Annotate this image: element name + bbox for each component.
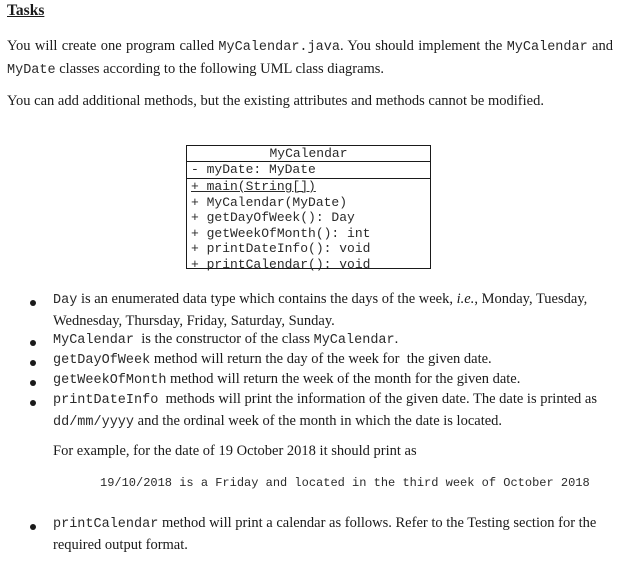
bullet-text: method will return the week of the month for the given date. [166,371,521,387]
bullet-text: , Monday, Tuesday, Wednesday, Thursday, Friday, Saturday, Sunday. [53,291,588,329]
uml-attribute: - myDate: MyDate [191,162,316,177]
bullet-text: method will print a calendar as follows. Refer to the Testing section for the required output format. [53,515,597,553]
class-name-code: MyDate [7,62,56,78]
bullet-text: methods will print the information of the given date. The date is printed as [158,391,601,407]
code-term: Day [53,293,78,308]
code-term: printCalendar [53,517,159,532]
bullet-text: is an enumerated data type which contains the days of the week, [77,291,457,307]
intro-paragraph [7,36,613,81]
code-term: getWeekOfMonth [53,373,167,388]
intro-text: . You should implement the [339,38,507,54]
code-term: MyCalendar [53,333,135,348]
class-name-code: MyCalendar [506,40,588,55]
bullet-item-printcalendar [53,513,619,555]
bullet-item-printdateinfo [53,389,619,433]
code-term: getDayOfWeek [53,353,151,368]
section-heading: Tasks [7,2,45,19]
bullet-italic: i.e. [456,291,475,307]
uml-methods [187,179,430,272]
uml-method: + MyCalendar(MyDate) [191,194,348,210]
uml-method: + getDayOfWeek(): Day [191,210,355,225]
example-output-code: 19/10/2018 is a Friday and located in the third week of October 2018 [100,476,590,490]
bullet-text: method will return the day of the week for the given date. [150,351,492,367]
intro-text: You will create one program called [7,38,219,54]
uml-class-diagram [186,145,431,272]
code-term: dd/mm/yyyy [53,415,135,430]
bullet-item-getweekofmonth [53,369,619,391]
bullet-item-day [53,289,619,331]
code-term: MyCalendar [313,333,395,348]
bullet-item-getdayofweek [53,349,619,371]
bullet-item-constructor [53,329,619,351]
example-intro: For example, for the date of 19 October 2018 it should print as [53,443,417,459]
intro-text: classes according to the following UML class diagrams. [55,60,385,77]
bullet-text: and the ordinal week of the month in which the date is located. [134,413,503,429]
uml-method: + printDateInfo(): void [191,241,371,256]
intro-text: and [587,38,613,54]
uml-class-name: MyCalendar [187,146,430,162]
uml-method: + main(String[]) [191,179,316,194]
uml-method: + getWeekOfMonth(): int [191,225,371,241]
uml-method: + printCalendar(): void [191,256,371,272]
filename-code: MyCalendar.java [218,40,340,55]
bullet-text: . [394,331,399,347]
code-term: printDateInfo [53,393,159,408]
note-paragraph: You can add additional methods, but the existing attributes and methods cannot be modified. [7,93,544,109]
bullet-text: is the constructor of the class [134,331,314,347]
uml-attributes [187,162,430,179]
